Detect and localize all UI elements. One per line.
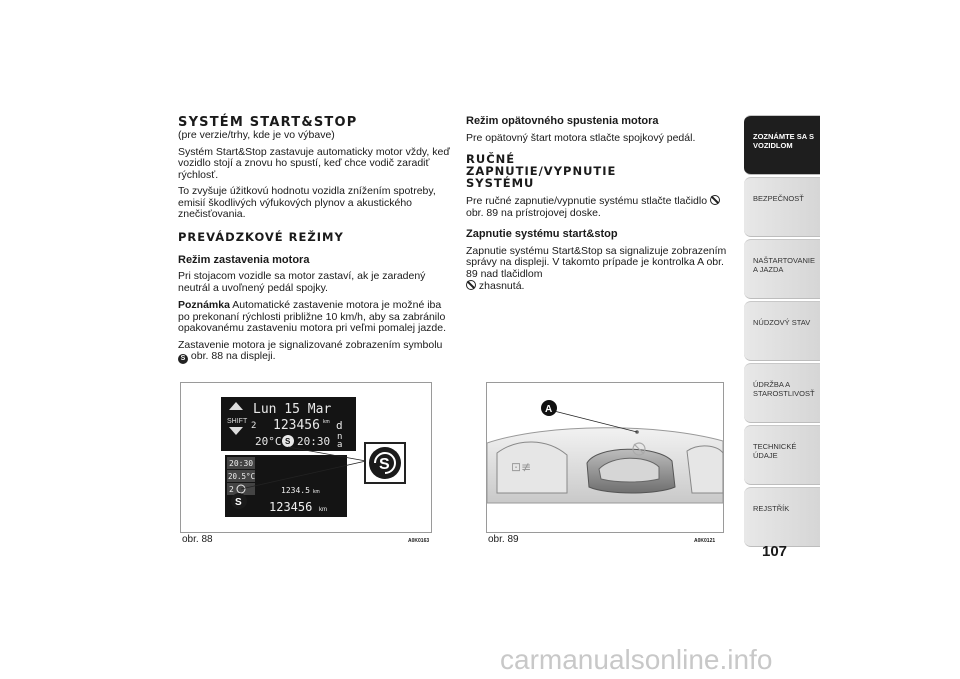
paragraph-restart: Pre opätovný štart motora stlačte spojkový pedál. [466,131,696,144]
display-temperature: 20°C [255,435,282,448]
paragraph-benefit: To zvyšuje úžitkovú hodnotu vozidla znížením spotreby, emisií škodlivých výfukových plynov a akustického znečisťovania. [178,185,436,220]
watermark: carmanualsonline.info [500,644,773,675]
on-text-b: zhasnutá. [476,280,525,292]
figure-89-code: A0K0121 [694,538,716,544]
subtitle: (pre verzie/trhy, kde je vo výbave) [178,129,335,141]
page-number: 107 [762,543,788,560]
trip-value: 1234.5 [281,486,310,495]
gear-n: n [337,432,343,442]
tab-nudzovy-stav[interactable]: NÚDZOVÝ STAV [744,301,820,361]
callout-a-label: A [545,404,553,415]
heading-modes: PREVÁDZKOVÉ REŽIMY [178,229,344,244]
side-gear: 2 [229,485,234,494]
left-column [178,116,450,364]
paragraph-on [466,246,728,293]
rear-defrost-icon: ⊡≢ [511,460,532,474]
paragraph-stop: Pri stojacom vozidle sa motor zastaví, ak je zaradený neutrál a uvoľnený pedál spojky. [178,270,426,294]
subheading-restart: Režim opätovného spustenia motora [466,115,659,127]
bottom-odometer: 123456 [269,500,313,514]
svg-text:S: S [285,437,291,446]
gear-a: a [337,440,343,450]
start-stop-icon: S [178,354,188,364]
paragraph-signal [178,340,450,365]
paragraph-manual [466,195,728,219]
dashboard-button-illustration [487,383,723,532]
bottom-km-unit: km [319,507,327,513]
signal-text-b: obr. 88 na displeji. [188,350,276,362]
display-odometer: 123456 [273,418,320,433]
figure-89-caption: obr. 89 [488,534,519,545]
figure-88 [180,382,432,533]
dashboard-display-illustration [181,383,431,532]
tab-nastartovanie[interactable]: NAŠTARTOVANIE A JAZDA [744,239,820,299]
display-km-unit: km [323,419,330,425]
on-text-a: Zapnutie systému Start&Stop sa signalizuje zobrazením správy na displeji. V takomto prípade je kontrolka A obr. 89 nad tlačidlom [466,244,727,280]
tab-bezpecnost[interactable]: BEZPEČNOSŤ [744,177,820,237]
shift-label: SHIFT [227,418,248,425]
start-stop-off-icon [710,195,720,205]
note-text: Automatické zastavenie motora je možné iba po prekonaní rýchlosti približne 10 km/h, aby sa zabránilo opakovanému zastaveniu motora pri veľmi pomalej jazde. [178,299,447,334]
chapter-sidebar [744,115,820,549]
trip-km-unit: km [313,489,320,495]
note-label: Poznámka [178,299,230,311]
svg-text:S: S [235,497,242,508]
display-time: 20:30 [297,435,331,448]
subheading-stop: Režim zastavenia motora [178,253,310,266]
tab-rejstrik[interactable]: REJSTŘÍK [744,487,820,547]
manual-text-b: obr. 89 na prístrojovej doske. [466,206,601,219]
start-stop-off-icon [466,280,476,290]
side-temp: 20.5°C [228,472,256,481]
right-column [466,116,728,293]
tab-udrzba[interactable]: ÚDRŽBA A STAROSTLIVOSŤ [744,363,820,423]
subheading-on: Zapnutie systému start&stop [466,228,618,240]
section-title: SYSTÉM START&STOP [178,115,358,130]
tab-zoznamte-sa[interactable]: ZOZNÁMTE SA S VOZIDLOM [744,115,820,175]
svg-text:2: 2 [251,421,257,431]
manual-text-a: Pre ručné zapnutie/vypnutie systému stlačte tlačidlo [466,195,708,207]
svg-text:S: S [379,456,390,473]
figure-88-caption: obr. 88 [182,534,213,545]
note [178,300,450,335]
paragraph-intro: Systém Start&Stop zastavuje automaticky motor vždy, keď vozidlo stojí a znovu ho spustí, keď chce vodič zaradiť rýchlosť. [178,145,450,181]
display-date: Lun 15 Mar [253,402,332,417]
side-time: 20:30 [229,459,254,468]
gear-d: d [336,419,343,432]
figure-88-code: A0K0163 [408,538,430,544]
heading-manual: RUČNÉ ZAPNUTIE/VYPNUTIE SYSTÉMU [466,152,617,190]
figure-89 [486,382,724,533]
signal-text-a: Zastavenie motora je signalizované zobrazením symbolu [178,338,443,351]
tab-technicke-udaje[interactable]: TECHNICKÉ ÚDAJE [744,425,820,485]
